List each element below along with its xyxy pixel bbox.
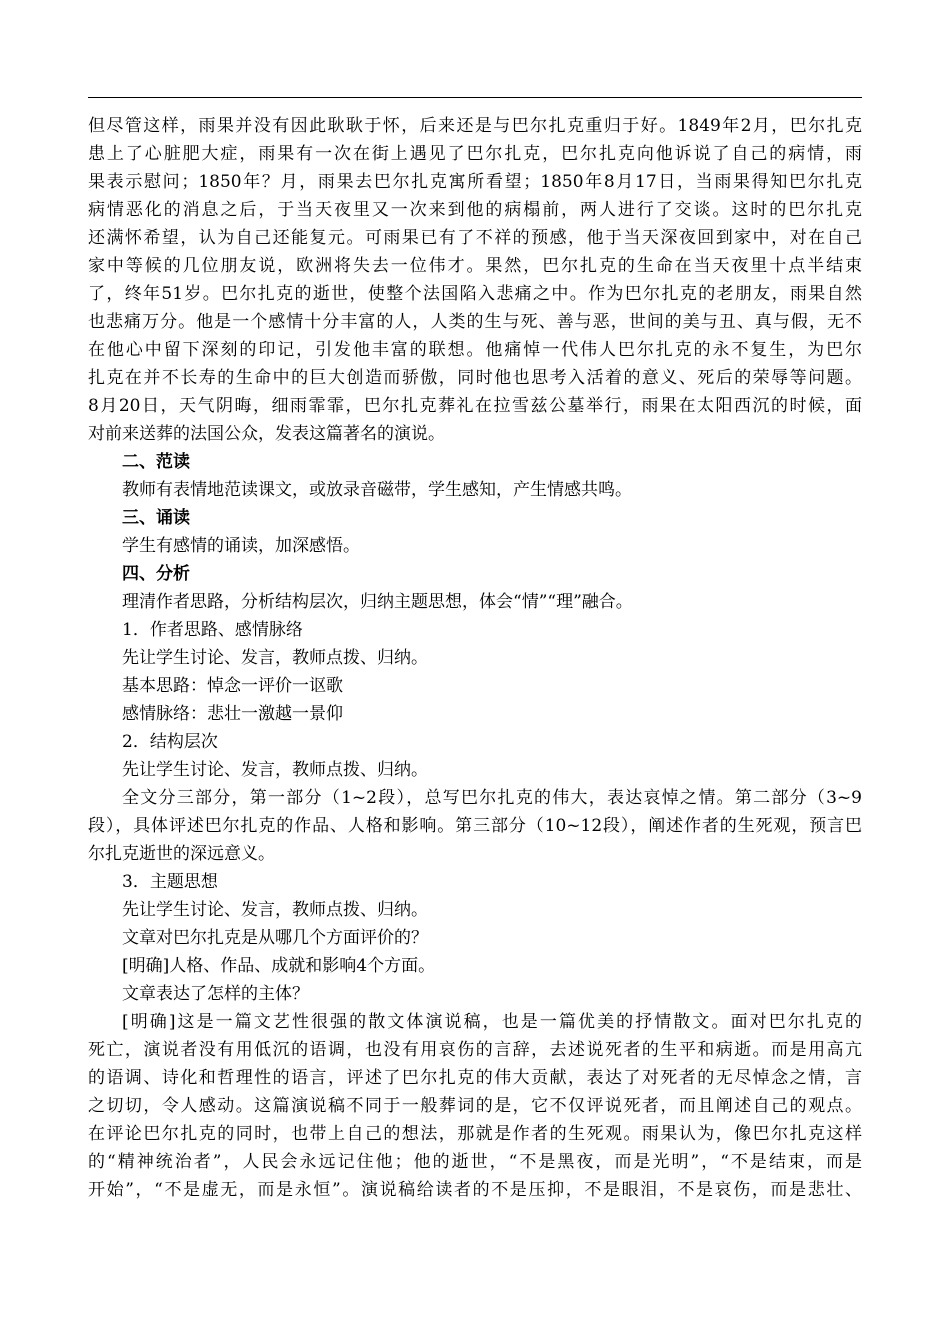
text-line: 果表示慰问；1850年？月，雨果去巴尔扎克寓所看望；1850年8月17日，当雨果得知巴尔扎克	[88, 172, 862, 192]
text-line: 扎克在并不长寿的生命中的巨大创造而骄傲，同时他也思考入活着的意义、死后的荣辱等问题。	[88, 368, 862, 388]
text-line: 1．作者思路、感情脉络	[122, 620, 303, 640]
text-line: 感情脉络：悲壮一激越一景仰	[122, 704, 343, 724]
text-line: 先让学生讨论、发言，教师点拨、归纳。	[122, 648, 428, 668]
section-heading: 四、分析	[122, 564, 190, 584]
text-line: 但尽管这样，雨果并没有因此耿耿于怀，后来还是与巴尔扎克重归于好。1849年2月，巴尔扎克	[88, 116, 862, 136]
text-line: 病情恶化的消息之后，于当天夜里又一次来到他的病榻前，两人进行了交谈。这时的巴尔扎克	[88, 200, 862, 220]
section-heading: 三、诵读	[122, 508, 190, 528]
text-line: 文章表达了怎样的主体？	[122, 984, 309, 1004]
text-line: 开始”，“不是虚无，而是永恒”。演说稿给读者的不是压抑，不是眼泪，不是哀伤，而是悲壮、	[88, 1180, 862, 1200]
text-line: 先让学生讨论、发言，教师点拨、归纳。	[122, 760, 428, 780]
text-line: 在评论巴尔扎克的同时，也带上自己的想法，那就是作者的生死观。雨果认为，像巴尔扎克这样	[88, 1124, 862, 1144]
text-line: 还满怀希望，认为自己还能复元。可雨果已有了不祥的预感，他于当天深夜回到家中，对在自己	[88, 228, 862, 248]
text-line: [明确]人格、作品、成就和影响4个方面。	[122, 956, 436, 976]
text-line: 家中等候的几位朋友说，欧洲将失去一位伟才。果然，巴尔扎克的生命在当天夜里十点半结束	[88, 256, 862, 276]
text-line: 的“精神统治者”，人民会永远记住他；他的逝世，“不是黑夜，而是光明”，“不是结束，而是	[88, 1152, 862, 1172]
text-line: [明确]这是一篇文艺性很强的散文体演说稿，也是一篇优美的抒情散文。面对巴尔扎克的	[122, 1012, 862, 1032]
text-line: 理清作者思路，分析结构层次，归纳主题思想，体会“情”“理”融合。	[122, 592, 633, 612]
text-line: 学生有感情的诵读，加深感悟。	[122, 536, 360, 556]
text-line: 教师有表情地范读课文，或放录音磁带，学生感知，产生情感共鸣。	[122, 480, 632, 500]
text-line: 之切切，令人感动。这篇演说稿不同于一般葬词的是，它不仅评说死者，而且阐述自己的观点。	[88, 1096, 862, 1116]
text-line: 基本思路：悼念一评价一讴歌	[122, 676, 343, 696]
text-line: 在他心中留下深刻的印记，引发他丰富的联想。他痛悼一代伟人巴尔扎克的永不复生，为巴尔	[88, 340, 862, 360]
header-rule	[88, 97, 862, 98]
text-line: 8月20日，天气阴晦，细雨霏霏，巴尔扎克葬礼在拉雪兹公墓举行，雨果在太阳西沉的时候，面	[88, 396, 862, 416]
text-line: 了，终年51岁。巴尔扎克的逝世，使整个法国陷入悲痛之中。作为巴尔扎克的老朋友，雨果自然	[88, 284, 862, 304]
text-line: 死亡，演说者没有用低沉的语调，也没有用哀伤的言辞，去述说死者的生平和病逝。而是用高亢	[88, 1040, 862, 1060]
text-line: 对前来送葬的法国公众，发表这篇著名的演说。	[88, 424, 445, 444]
text-line: 文章对巴尔扎克是从哪几个方面评价的？	[122, 928, 428, 948]
text-line: 尔扎克逝世的深远意义。	[88, 844, 275, 864]
text-line: 3．主题思想	[122, 872, 218, 892]
text-line: 也悲痛万分。他是一个感情十分丰富的人，人类的生与死、善与恶，世间的美与丑、真与假，无不	[88, 312, 862, 332]
text-line: 2．结构层次	[122, 732, 218, 752]
text-line: 的语调、诗化和哲理性的语言，评述了巴尔扎克的伟大贡献，表达了对死者的无尽悼念之情，言	[88, 1068, 862, 1088]
text-line: 患上了心脏肥大症，雨果有一次在街上遇见了巴尔扎克，巴尔扎克向他诉说了自己的病情，雨	[88, 144, 862, 164]
text-line: 先让学生讨论、发言，教师点拨、归纳。	[122, 900, 428, 920]
section-heading: 二、范读	[122, 452, 190, 472]
document-body	[88, 112, 862, 1204]
text-line: 段），具体评述巴尔扎克的作品、人格和影响。第三部分（10~12段），阐述作者的生死观，预言巴	[88, 816, 862, 836]
text-line: 全文分三部分，第一部分（1~2段），总写巴尔扎克的伟大，表达哀悼之情。第二部分（3~9	[122, 788, 862, 808]
